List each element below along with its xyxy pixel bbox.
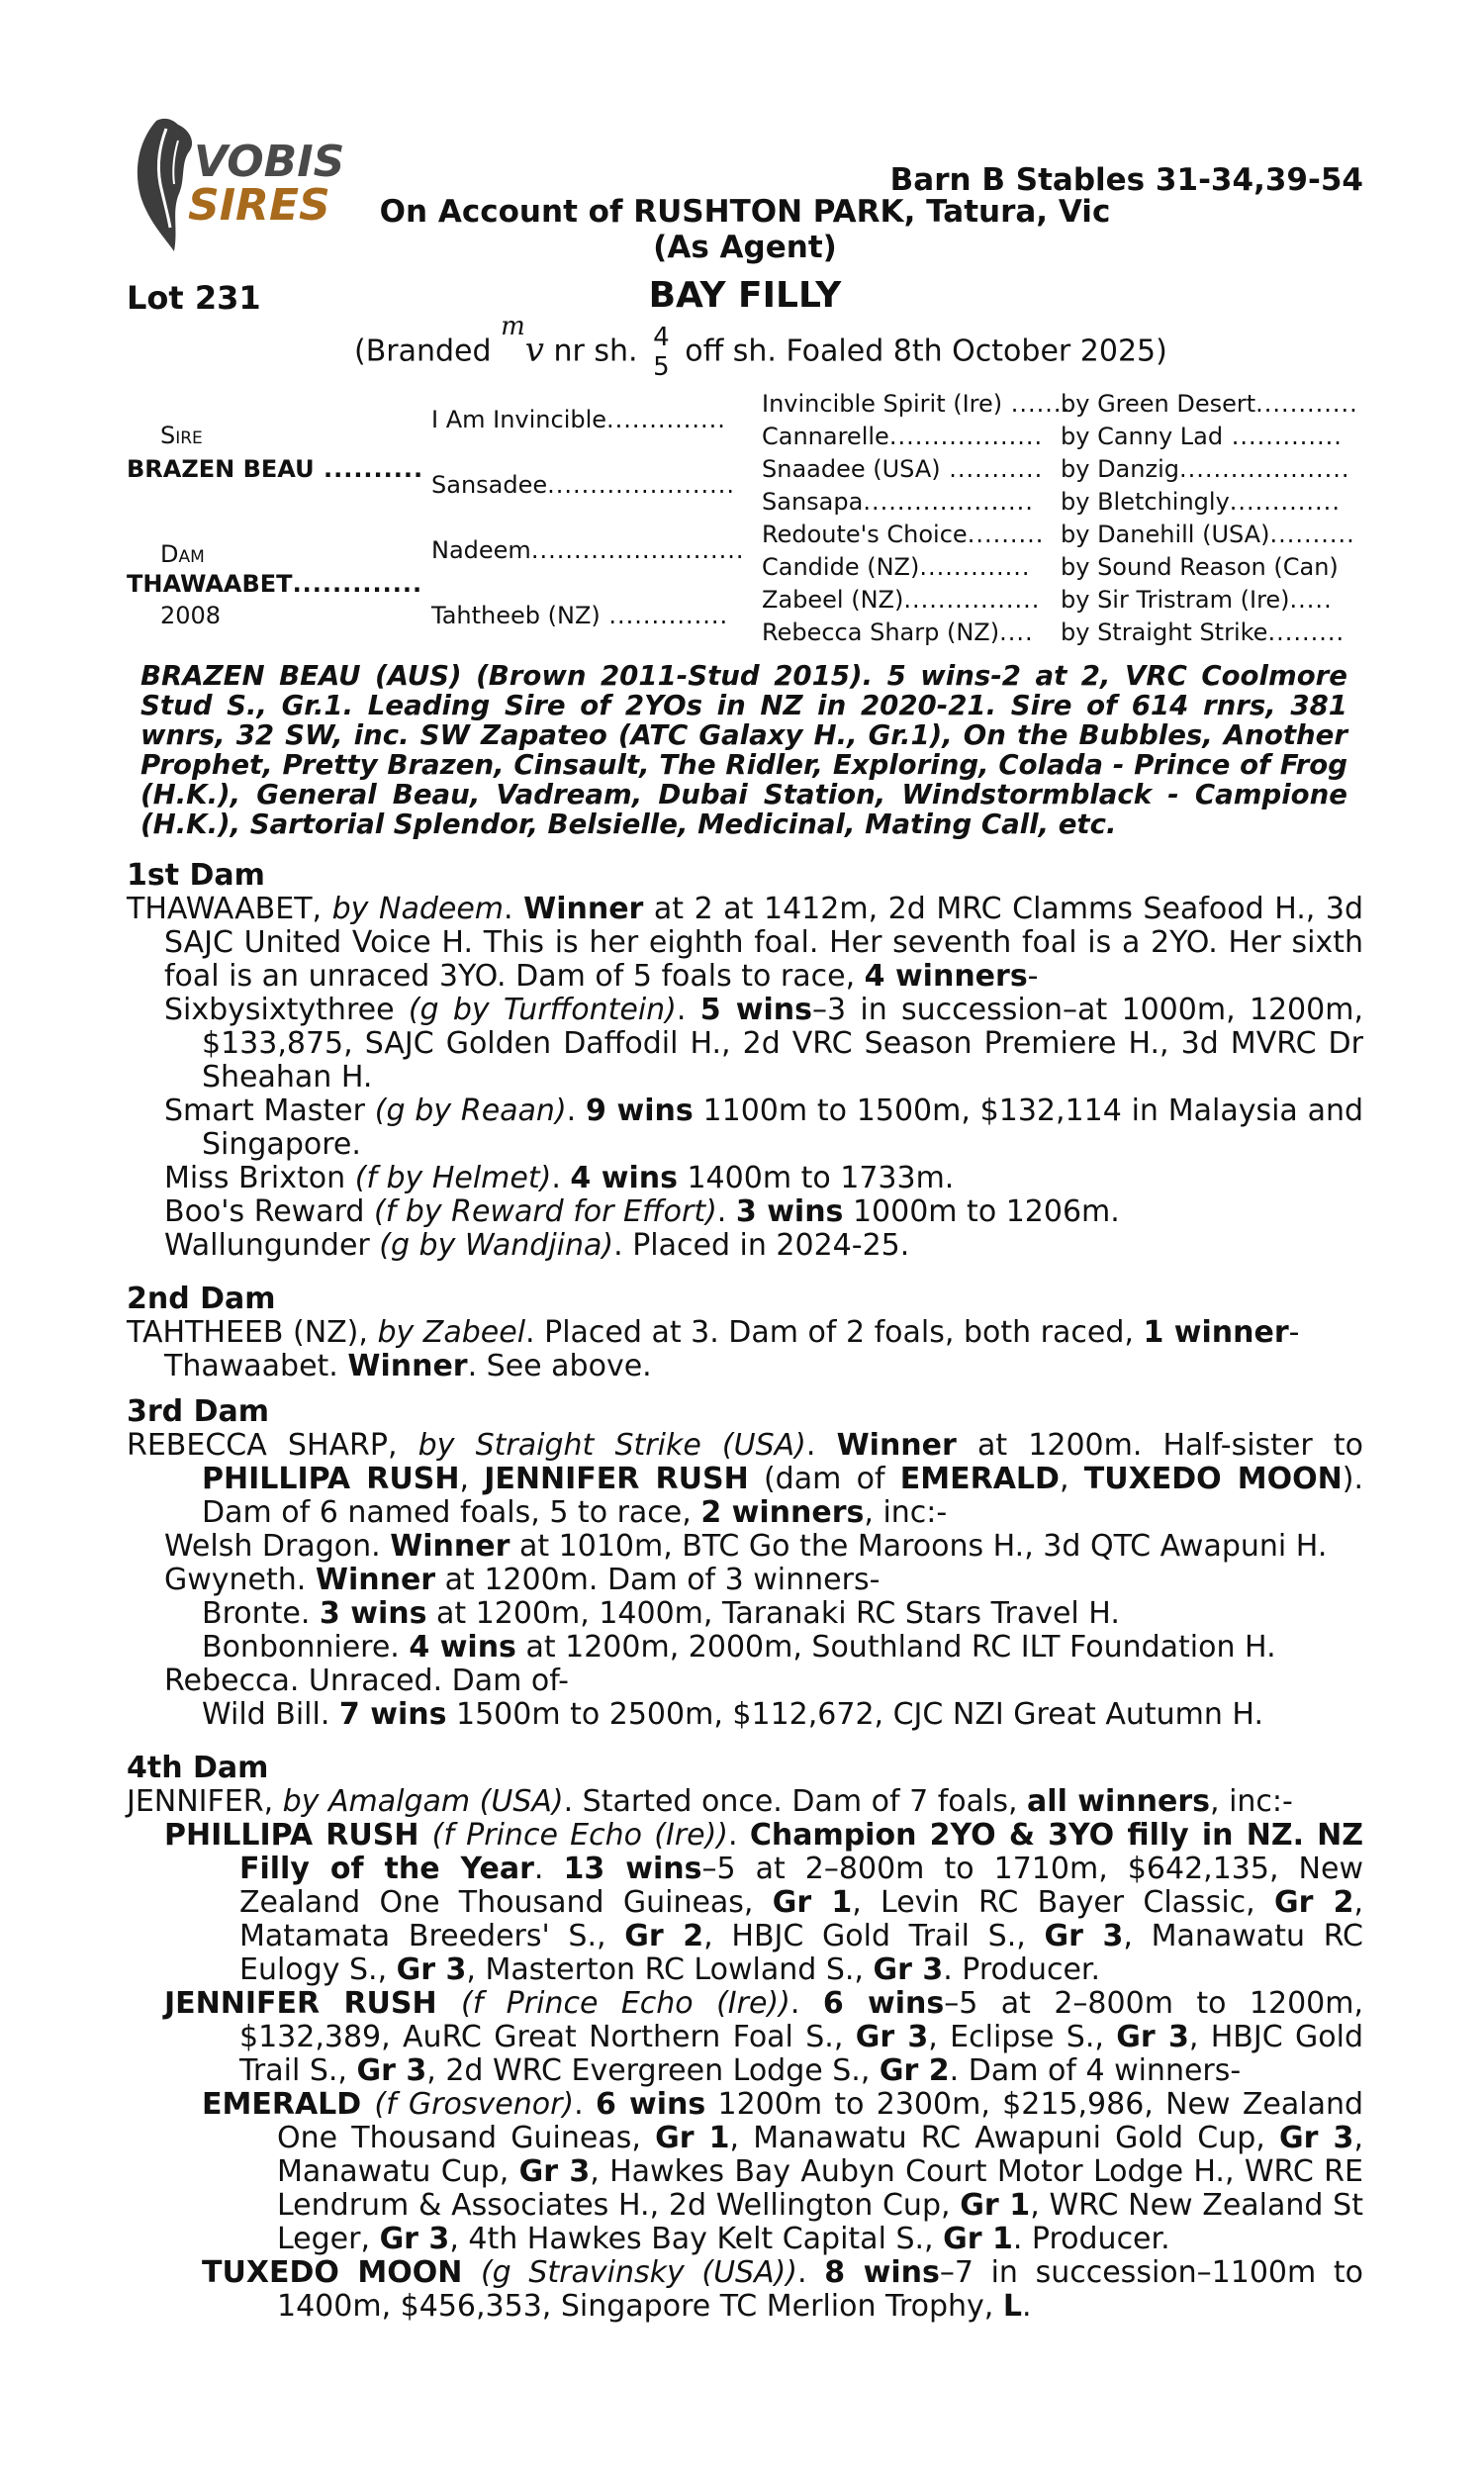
dam-dam: Tahtheeb (NZ) ..............: [431, 602, 729, 629]
dam-name: THAWAABET.............: [127, 570, 423, 598]
gen3-1: Invincible Spirit (Ire) .......: [762, 390, 1071, 418]
gen4-2: by Canny Lad .............: [1061, 423, 1343, 450]
fourth-dam-details: JENNIFER, by Amalgam (USA). Started once. Dam of 7 foals, all winners, inc:-: [127, 1784, 1293, 1819]
offspring-entry: PHILLIPA RUSH (f Prince Echo (Ire)). Champion 2YO & 3YO filly in NZ. NZ Filly of the Year. 13 wins–5 at 2–800m to 1710m, $642,135, New Zealand One Thousand Guineas, Gr 1, Levin RC Bayer Classic, Gr 2, Matamata Breeders' S., Gr 2, HBJC Gold Trail S., Gr 3, Manawatu RC Eulogy S., Gr 3, Masterton RC Lowland S., Gr 3. Producer.: [164, 1818, 1364, 1987]
sire-summary: BRAZEN BEAU (AUS) (Brown 2011-Stud 2015). 5 wins-2 at 2, VRC Coolmore Stud S., Gr.1. Leading Sire of 2YOs in NZ in 2020-21. Sire of 614 rnrs, 381 wnrs, 32 SW, inc. SW Zapateo (ATC Galaxy H., Gr.1), On the Bubbles, Another Prophet, Pretty Brazen, Cinsault, The Ridler, Exploring, Colada - Prince of Frog (H.K.), General Beau, Vadream, Dubai Station, Windstormblack - Campione (H.K.), Sartorial Splendor, Belsielle, Medicinal, Mating Call, etc.: [140, 659, 1347, 840]
lot-number: Lot 231: [127, 279, 261, 317]
dam-sire: Nadeem.........................: [431, 536, 745, 564]
gen3-5: Redoute's Choice.........: [762, 521, 1045, 548]
third-dam-heading: 3rd Dam: [127, 1394, 269, 1429]
gen3-6: Candide (NZ).............: [762, 553, 1031, 581]
vendor-agent: (As Agent): [653, 230, 837, 265]
fourth-dam-section: [127, 1752, 1363, 2324]
offspring-entry: Rebecca. Unraced. Dam of-: [164, 1664, 569, 1698]
vendor-account: On Account of RUSHTON PARK, Tatura, Vic: [379, 194, 1111, 230]
first-dam-heading: 1st Dam: [127, 858, 265, 893]
sire-dam: Sansadee......................: [431, 471, 735, 499]
brand-description: (Branded $^m$v nr sh. 4 5 off sh. Foaled 8th October 2025): [354, 312, 1167, 382]
sire-label: Sire: [160, 422, 203, 449]
logo-text-sires: SIRES: [188, 180, 330, 231]
dam-year: 2008: [160, 602, 222, 629]
dam-label: Dam: [160, 540, 205, 568]
brand-mark: $^m$v: [501, 312, 544, 370]
gen3-3: Snaadee (USA) ...........: [762, 455, 1044, 483]
gen4-8: by Straight Strike.........: [1061, 618, 1345, 646]
sire-name: BRAZEN BEAU ..........: [127, 455, 424, 483]
gen4-1: by Green Desert............: [1061, 390, 1358, 418]
third-dam-section: [127, 1395, 1363, 1732]
gen3-7: Zabeel (NZ)................: [762, 586, 1041, 614]
offspring-entry: Bronte. 3 wins at 1200m, 1400m, Taranaki RC Stars Travel H.: [202, 1596, 1120, 1631]
lot-title: BAY FILLY: [648, 275, 842, 316]
offspring-entry: Miss Brixton (f by Helmet). 4 wins 1400m to 1733m.: [164, 1161, 955, 1195]
first-dam-section: [127, 859, 1363, 1263]
first-dam-details: THAWAABET, by Nadeem. Winner at 2 at 1412m, 2d MRC Clamms Seafood H., 3d SAJC United Voice H. This is her eighth foal. Her seventh foal is a 2YO. Her sixth foal is an unraced 3YO. Dam of 5 foals to race, 4 winners-: [127, 892, 1363, 994]
offspring-entry: Welsh Dragon. Winner at 1010m, BTC Go the Maroons H., 3d QTC Awapuni H.: [164, 1529, 1328, 1564]
gen4-4: by Bletchingly.............: [1061, 488, 1341, 516]
barn-location: Barn B Stables 31-34,39-54: [889, 162, 1363, 198]
offspring-entry: Smart Master (g by Reaan). 9 wins 1100m to 1500m, $132,114 in Malaysia and Singapore.: [164, 1094, 1364, 1162]
gen3-4: Sansapa....................: [762, 488, 1034, 516]
gen3-8: Rebecca Sharp (NZ)....: [762, 618, 1034, 646]
offspring-entry: EMERALD (f Grosvenor). 6 wins 1200m to 2300m, $215,986, New Zealand One Thousand Guineas, Gr 1, Manawatu RC Awapuni Gold Cup, Gr 3, Manawatu Cup, Gr 3, Hawkes Bay Aubyn Court Motor Lodge H., WRC RE Lendrum & Associates H., 2d Wellington Cup, Gr 1, WRC New Zealand St Leger, Gr 3, 4th Hawkes Bay Kelt Capital S., Gr 1. Producer.: [202, 2087, 1364, 2256]
gen4-6: by Sound Reason (Can): [1061, 553, 1339, 581]
second-dam-section: [127, 1283, 1363, 1383]
gen4-5: by Danehill (USA)..........: [1061, 521, 1355, 548]
offspring-entry: Wallungunder (g by Wandjina). Placed in 2024-25.: [164, 1228, 910, 1263]
second-dam-heading: 2nd Dam: [127, 1282, 276, 1316]
offspring-entry: Gwyneth. Winner at 1200m. Dam of 3 winners-: [164, 1563, 881, 1597]
gen4-3: by Danzig....................: [1061, 455, 1350, 483]
offspring-entry: JENNIFER RUSH (f Prince Echo (Ire)). 6 wins–5 at 2–800m to 1200m, $132,389, AuRC Great Northern Foal S., Gr 3, Eclipse S., Gr 3, HBJC Gold Trail S., Gr 3, 2d WRC Evergreen Lodge S., Gr 2. Dam of 4 winners-: [164, 1986, 1364, 2088]
gen4-7: by Sir Tristram (Ire).....: [1061, 586, 1333, 614]
second-dam-details: TAHTHEEB (NZ), by Zabeel. Placed at 3. Dam of 2 foals, both raced, 1 winner-: [127, 1315, 1300, 1350]
offspring-entry: Sixbysixtythree (g by Turffontein). 5 wins–3 in succession–at 1000m, 1200m, $133,875, SAJC Golden Daffodil H., 2d VRC Season Premiere H., 3d MVRC Dr Sheahan H.: [164, 993, 1363, 1094]
brand-fraction: 4 5: [653, 323, 670, 382]
third-dam-details: REBECCA SHARP, by Straight Strike (USA). Winner at 1200m. Half-sister to PHILLIPA RUSH, JENNIFER RUSH (dam of EMERALD, TUXEDO MOON). Dam of 6 named foals, 5 to race, 2 winners, inc:-: [127, 1428, 1363, 1530]
sire-sire: I Am Invincible..............: [431, 406, 726, 433]
offspring-entry: Bonbonniere. 4 wins at 1200m, 2000m, Southland RC ILT Foundation H.: [202, 1630, 1276, 1665]
offspring-entry: Boo's Reward (f by Reward for Effort). 3 wins 1000m to 1206m.: [164, 1194, 1120, 1229]
offspring-entry: Wild Bill. 7 wins 1500m to 2500m, $112,672, CJC NZI Great Autumn H.: [202, 1697, 1263, 1732]
offspring-entry: Thawaabet. Winner. See above.: [164, 1349, 652, 1383]
gen3-2: Cannarelle..................: [762, 423, 1044, 450]
logo-text-vobis: VOBIS: [194, 137, 345, 187]
fourth-dam-heading: 4th Dam: [127, 1751, 269, 1785]
offspring-entry: TUXEDO MOON (g Stravinsky (USA)). 8 wins–7 in succession–1100m to 1400m, $456,353, Singapore TC Merlion Trophy, L.: [202, 2255, 1363, 2324]
